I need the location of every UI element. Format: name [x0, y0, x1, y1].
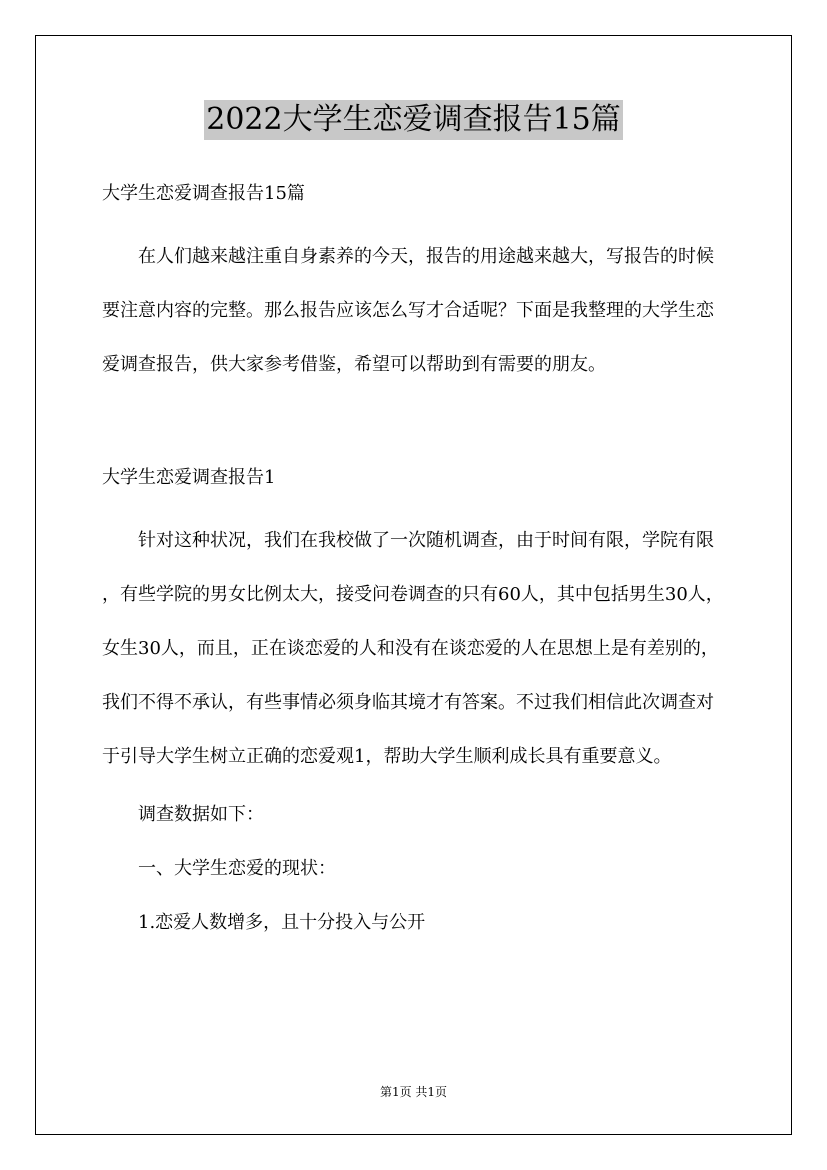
document-title: 2022大学生恋爱调查报告15篇 — [204, 100, 623, 140]
title-container — [0, 100, 827, 140]
page-number: 第1页 共1页 — [379, 1085, 448, 1099]
data-intro-line: 调查数据如下： — [138, 804, 264, 825]
section-spacer — [102, 392, 728, 432]
document-body — [102, 176, 728, 950]
section1-paragraph: 针对这种状况，我们在我校做了一次随机调查，由于时间有限，学院有限 ，有些学院的男女比例太大，接受问卷调查的只有60人，其中包括男生30人，女生30人，而且，正在谈恋爱的人和没有在谈恋爱的人在思想上是有差别的，我们不得不承认，有些事情必须身临其境才有答案。不过我们相信此次调查对于引导大学生树立正确的恋爱观1，帮助大学生顺利成长具有重要意义。 — [102, 530, 724, 767]
intro-heading: 大学生恋爱调查报告15篇 — [102, 183, 305, 204]
list-item-1: 1.恋爱人数增多，且十分投入与公开 — [138, 912, 426, 933]
list-heading: 一、大学生恋爱的现状： — [138, 858, 336, 879]
page-footer — [0, 1084, 827, 1100]
section1-heading: 大学生恋爱调查报告1 — [102, 467, 276, 488]
intro-paragraph: 在人们越来越注重自身素养的今天，报告的用途越来越大，写报告的时候要注意内容的完整。那么报告应该怎么写才合适呢？下面是我整理的大学生恋爱调查报告，供大家参考借鉴，希望可以帮助到有需要的朋友。 — [102, 246, 714, 375]
